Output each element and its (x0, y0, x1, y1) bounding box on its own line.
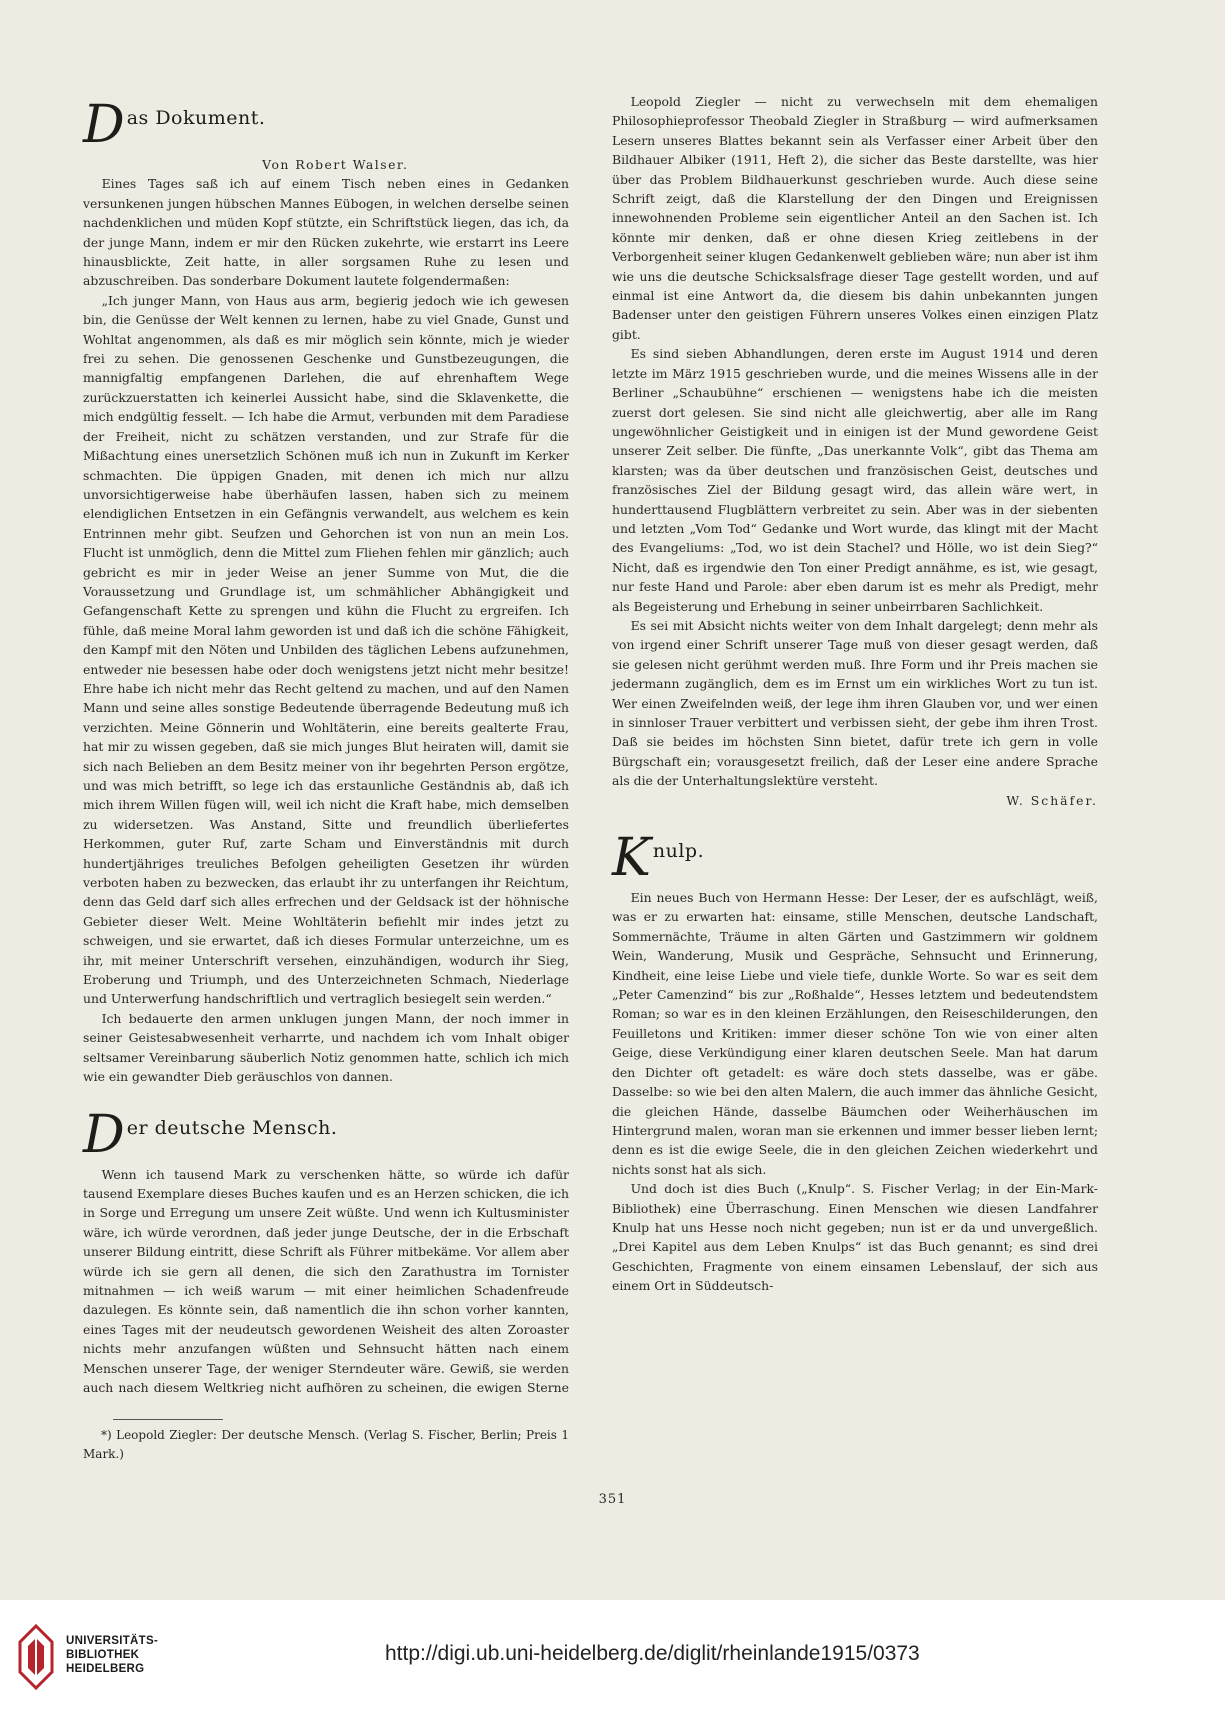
paragraph: „Ich junger Mann, von Haus aus arm, begierig jedoch wie ich gewesen bin, die Genüsse der Welt kennen zu lernen, habe zu viel Gnade, Gunst und Wohltat angenommen, als daß es mir möglich sein könnte, mich je wieder frei zu sehen. Die genossenen Geschenke und Gunstbezeugungen, die mannigfaltig empfangenen Darlehen, die auf ehrenhaftem Wege zurückzuerstatten ich keinerlei Aussicht habe, sind die Sklavenkette, die mich endgültig fesselt. — Ich habe die Armut, verbunden mit dem Paradiese der Freiheit, nicht zu schätzen verstanden, und zur Strafe für die Mißachtung eines unersetzlich Schönen muß ich nun in Zukunft im Kerker schmachten. Die üppigen Gnaden, mit denen ich mich nur allzu unvorsichtigerweise habe überhäufen lassen, haben sich zu meinem elendiglichen Entsetzen in ein Gefängnis verwandelt, aus welchem es kein Entrinnen mehr gibt. Seufzen und Gehorchen ist von nun an mein Los. Flucht ist unmöglich, denn die Mittel zum Fliehen fehlen mir gänzlich; auch gebricht es mir in jeder Weise an jener Summe von Mut, die die Voraussetzung und Grundlage ist, um schmählicher Abhängigkeit und Gefangenschaft Kette zu sprengen und kühn die Flucht zu ergreifen. Ich fühle, daß meine Moral lahm geworden ist und daß ich die schöne Fähigkeit, den Kampf mit den Nöten und Unbilden des täglichen Lebens aufzunehmen, entweder nie besessen habe oder doch wenigstens jetzt nicht mehr besitze! Ehre habe ich nicht mehr das Recht geltend zu machen, und auf den Namen Mann und seine alles sonstige Bedeutende überragende Bedeutung muß ich verzichten. Meine Gönnerin und Wohltäterin, eine bereits gealterte Frau, hat mir zu wissen gegeben, daß sie mich junges Blut heiraten will, damit sie sich nach Belieben an dem Besitz meiner von ihr begehrten Person ergötze, und was mich betrifft, so lege ich das erstaunliche Geständnis ab, daß ich mich ihrem Willen fügen will, weil ich nicht die Kraft habe, mich demselben zu widersetzen. Was Anstand, Sitte und freundlich überliefertes Herkommen, guter Ruf, zarte Scham und Einverständnis mit durch hundertjähriges treuliches Befolgen geheiligten Gesetzen ihr würden verboten haben zu bezwecken, das erlaubt ihr zu unterfangen ihr Reichtum, denn das Geld darf sich alles erfrechen und der Geldsack ist der höhnische Gebieter dieser Welt. Meine Wohltäterin befiehlt mir indes jetzt zu schweigen, und sie erwartet, daß ich dieses Formular unterzeichne, um es ihr, mit meiner Unterschrift versehen, einzuhändigen, wodurch ihr Sieg, Eroberung und Triumph, und des Unterzeichneten Schmach, Niederlage und Unterwerfung handschriftlich und vertraglich besiegelt sein werden.“ (83, 292, 569, 1007)
paragraph: Es sind sieben Abhandlungen, deren erste im August 1914 und deren letzte im März 1915 geschrieben wurde, und die meines Wissens alle in der Berliner „Schaubühne“ erschienen — wenigstens habe ich die meisten zuerst dort gelesen. Sie sind nicht alle gleichwertig, aber alle im Rang ungewöhnlicher Geistigkeit und in einigen ist der Mund gewordene Geist unserer Zeit selber. Die fünfte, „Das unerkannte Volk“, gibt das Thema am klarsten; was da über deutschen und französischen Geist, deutsches und französisches Ziel der Bildung gesagt wird, das allein wäre wert, in hunderttausend Flugblättern verbreitet zu sein. Aber was in der siebenten und letzten „Vom Tod“ Gedanke und Wort wurde, das klingt mit der Macht des Evangeliums: „Tod, wo ist dein Stachel? und Hölle, wo ist dein Sieg?“ Nicht, daß es irgendwie den Ton einer Predigt annähme, es ist, wie gesagt, nur feste Hand und Parole: aber eben darum ist es mehr als Predigt, mehr als Begeisterung und Erhebung in seiner unbeirrbaren Sachlichkeit. (612, 346, 1098, 614)
dropcap: D (83, 1104, 125, 1165)
article-title: er deutsche Mensch. (126, 1116, 338, 1139)
article-heading-deutsche-mensch (83, 1104, 569, 1165)
paragraph: Und doch ist dies Buch („Knulp“. S. Fischer Verlag; in der Ein-Mark-Bibliothek) eine Überraschung. Einen Menschen wie diesen Landfahrer Knulp hat uns Hesse noch nicht gegeben; nun ist er da und unvergeßlich. „Drei Kapitel aus dem Leben Knulps“ ist das Buch genannt; es sind drei Geschichten, Fragmente von einem einsamen Lebenslauf, der sich aus einem Ort in Süddeutsch- (612, 1181, 1098, 1294)
paragraph: Ein neues Buch von Hermann Hesse: Der Leser, der es aufschlägt, weiß, was er zu erwarten hat: einsame, stille Menschen, deutsche Landschaft, Sommernächte, Träume in alten Gärten und Gastzimmern wir goldnem Wein, Wanderung, Musik und Gespräche, Sehnsucht und Erinnerung, Kindheit, eine leise Liebe und viele tiefe, dunkle Worte. So war es seit dem „Peter Camenzind“ bis zur „Roßhalde“, Hesses letztem und bedeutendstem Roman; so war es in den kleinen Erzählungen, den Reiseschilderungen, den Feuilletons und Kritiken: immer dieser schöne Ton wie von einer alten Geige, diese Verkündigung einer klaren deutschen Seele. Man hat darum den Dichter oft getadelt: es wäre doch stets dasselbe, was er gäbe. Dasselbe: so wie bei den alten Malern, die auch immer das ähnliche Gesicht, die gleichen Hände, dasselbe Bäumchen oder Weiherhäuschen im Hintergrund malen, woran man sie erkennen und immer besser lieben lernt; denn es ist die ewige Seele, die in den gleichen Zeichen wiederkehrt und nichts sonst hat als sich. (612, 890, 1098, 1177)
library-logo-icon (14, 1622, 58, 1692)
left-column (83, 95, 569, 1464)
paragraph: Leopold Ziegler — nicht zu verwechseln mit dem ehemaligen Philosophieprofessor Theobald Ziegler in Straßburg — wird aufmerksamen Lesern unseres Blattes bekannt sein als Verfasser einer Arbeit über den Bildhauer Albiker (1911, Heft 2), die sicher das Beste darstellte, was hier über das Problem Bildhauerkunst geschrieben wurde. Auch diese seine Schrift zeigt, daß die Klarstellung der den Dingen und Ereignissen innewohnenden Probleme sein eigentlicher Anteil an den Sachen ist. Ich könnte mir denken, daß er ohne diesen Krieg zeitlebens in der Verborgenheit seiner klugen Gedankenwelt geblieben wäre; nun aber ist ihm wie uns die deutsche Schicksalsfrage dieser Tage gestellt worden, und auf einmal ist eine Antwort da, die diesem bis dahin unbekannten jungen Badenser unter den geistigen Führern unseres Volkes einen einzigen Platz gibt. (612, 94, 1098, 342)
source-url[interactable]: http://digi.ub.uni-heidelberg.de/diglit/rheinlande1915/0373 (385, 1642, 920, 1665)
library-footer (0, 1600, 1225, 1717)
page-number: 351 (598, 1492, 627, 1507)
signature: W. Schäfer. (1006, 792, 1098, 808)
right-column (612, 92, 1098, 1296)
article-heading-dokument (83, 95, 569, 155)
paragraph: Wenn ich tausend Mark zu verschenken hätte, so würde ich dafür tausend Exemplare dieses Buches kaufen und es an Herzen schicken, die ich in Sorge und Erregung um unsere Zeit wüßte. Und wenn ich Kultusminister wäre, ich würde verordnen, daß jeder junge Deutsche, der in die Erbschaft unserer Bildung eintritt, diese Schrift als Führer mitbekäme. Vor allem aber würde ich sie gern all denen, die sich den Zarathustra im Tornister mitnahmen — ich weiß warum — mit einer heimlichen Schadenfreude dazulegen. Es könnte sein, daß namentlich die ihn schon vorher kannten, eines Tages mit der neudeutsch gewordenen Weisheit des alten Zoroaster nichts mehr anzufangen wüßten und Sehnsucht hätten nach einem Menschen unserer Tage, der weniger Sterndeuter wäre. Gewiß, sie werden auch nach diesem Weltkrieg nicht aufhören zu scheinen, die ewigen Sterne (83, 1166, 569, 1395)
footnote-rule (113, 1419, 223, 1420)
byline: Von Robert Walser. (262, 157, 409, 172)
article-title: nulp. (652, 840, 705, 863)
paragraph: Ich bedauerte den armen unklugen jungen Mann, der noch immer in seiner Geistesabwesenheit verharrte, und nachdem ich vom Inhalt obiger seltsamer Vereinbarung säuberlich Notiz genommen hatte, schlich ich mich wie ein gewandter Dieb geräuschlos von dannen. (83, 1010, 569, 1085)
dropcap: K (612, 828, 651, 889)
dropcap: D (83, 95, 125, 155)
paragraph: Eines Tages saß ich auf einem Tisch neben eines in Gedanken versunkenen jungen hübschen Mannes Eübogen, in welchen derselbe seinen nachdenklichen und müden Kopf stützte, ein Schriftstück liegen, das ich, da der junge Mann, indem er mir den Rücken zukehrte, wie erstarrt ins Leere hinausblickte, Zeit hatte, in aller sorgsamen Ruhe zu lesen und abzuschreiben. Das sonderbare Dokument lautete folgendermaßen: (83, 176, 569, 289)
article-heading-knulp (612, 828, 1098, 889)
footnote: *) Leopold Ziegler: Der deutsche Mensch. (Verlag S. Fischer, Berlin; Preis 1 Mark.) (83, 1427, 569, 1461)
paragraph: Es sei mit Absicht nichts weiter von dem Inhalt dargelegt; denn mehr als von irgend einer Schrift unserer Tage muß von dieser gesagt werden, daß sie gelesen nicht gerühmt werden muß. Ihre Form und ihr Preis machen sie jedermann zugänglich, dem es im Ernst um ein wirkliches Wort zu tun ist. Wer einen Zweifelnden weiß, der lege ihm ihren Glauben vor, und wer einen in sinnloser Trauer verbittert und verbissen sieht, der gebe ihm ihren Trost. Daß sie beides im höchsten Sinn bietet, dafür trete ich gern in volle Bürgschaft ein; vorausgesetzt freilich, daß der Leser eine andere Sprache als die der Unterhaltungslektüre versteht. (612, 617, 1098, 789)
article-title: as Dokument. (126, 107, 266, 129)
institution-name: UNIVERSITÄTS- BIBLIOTHEK HEIDELBERG (66, 1635, 159, 1675)
